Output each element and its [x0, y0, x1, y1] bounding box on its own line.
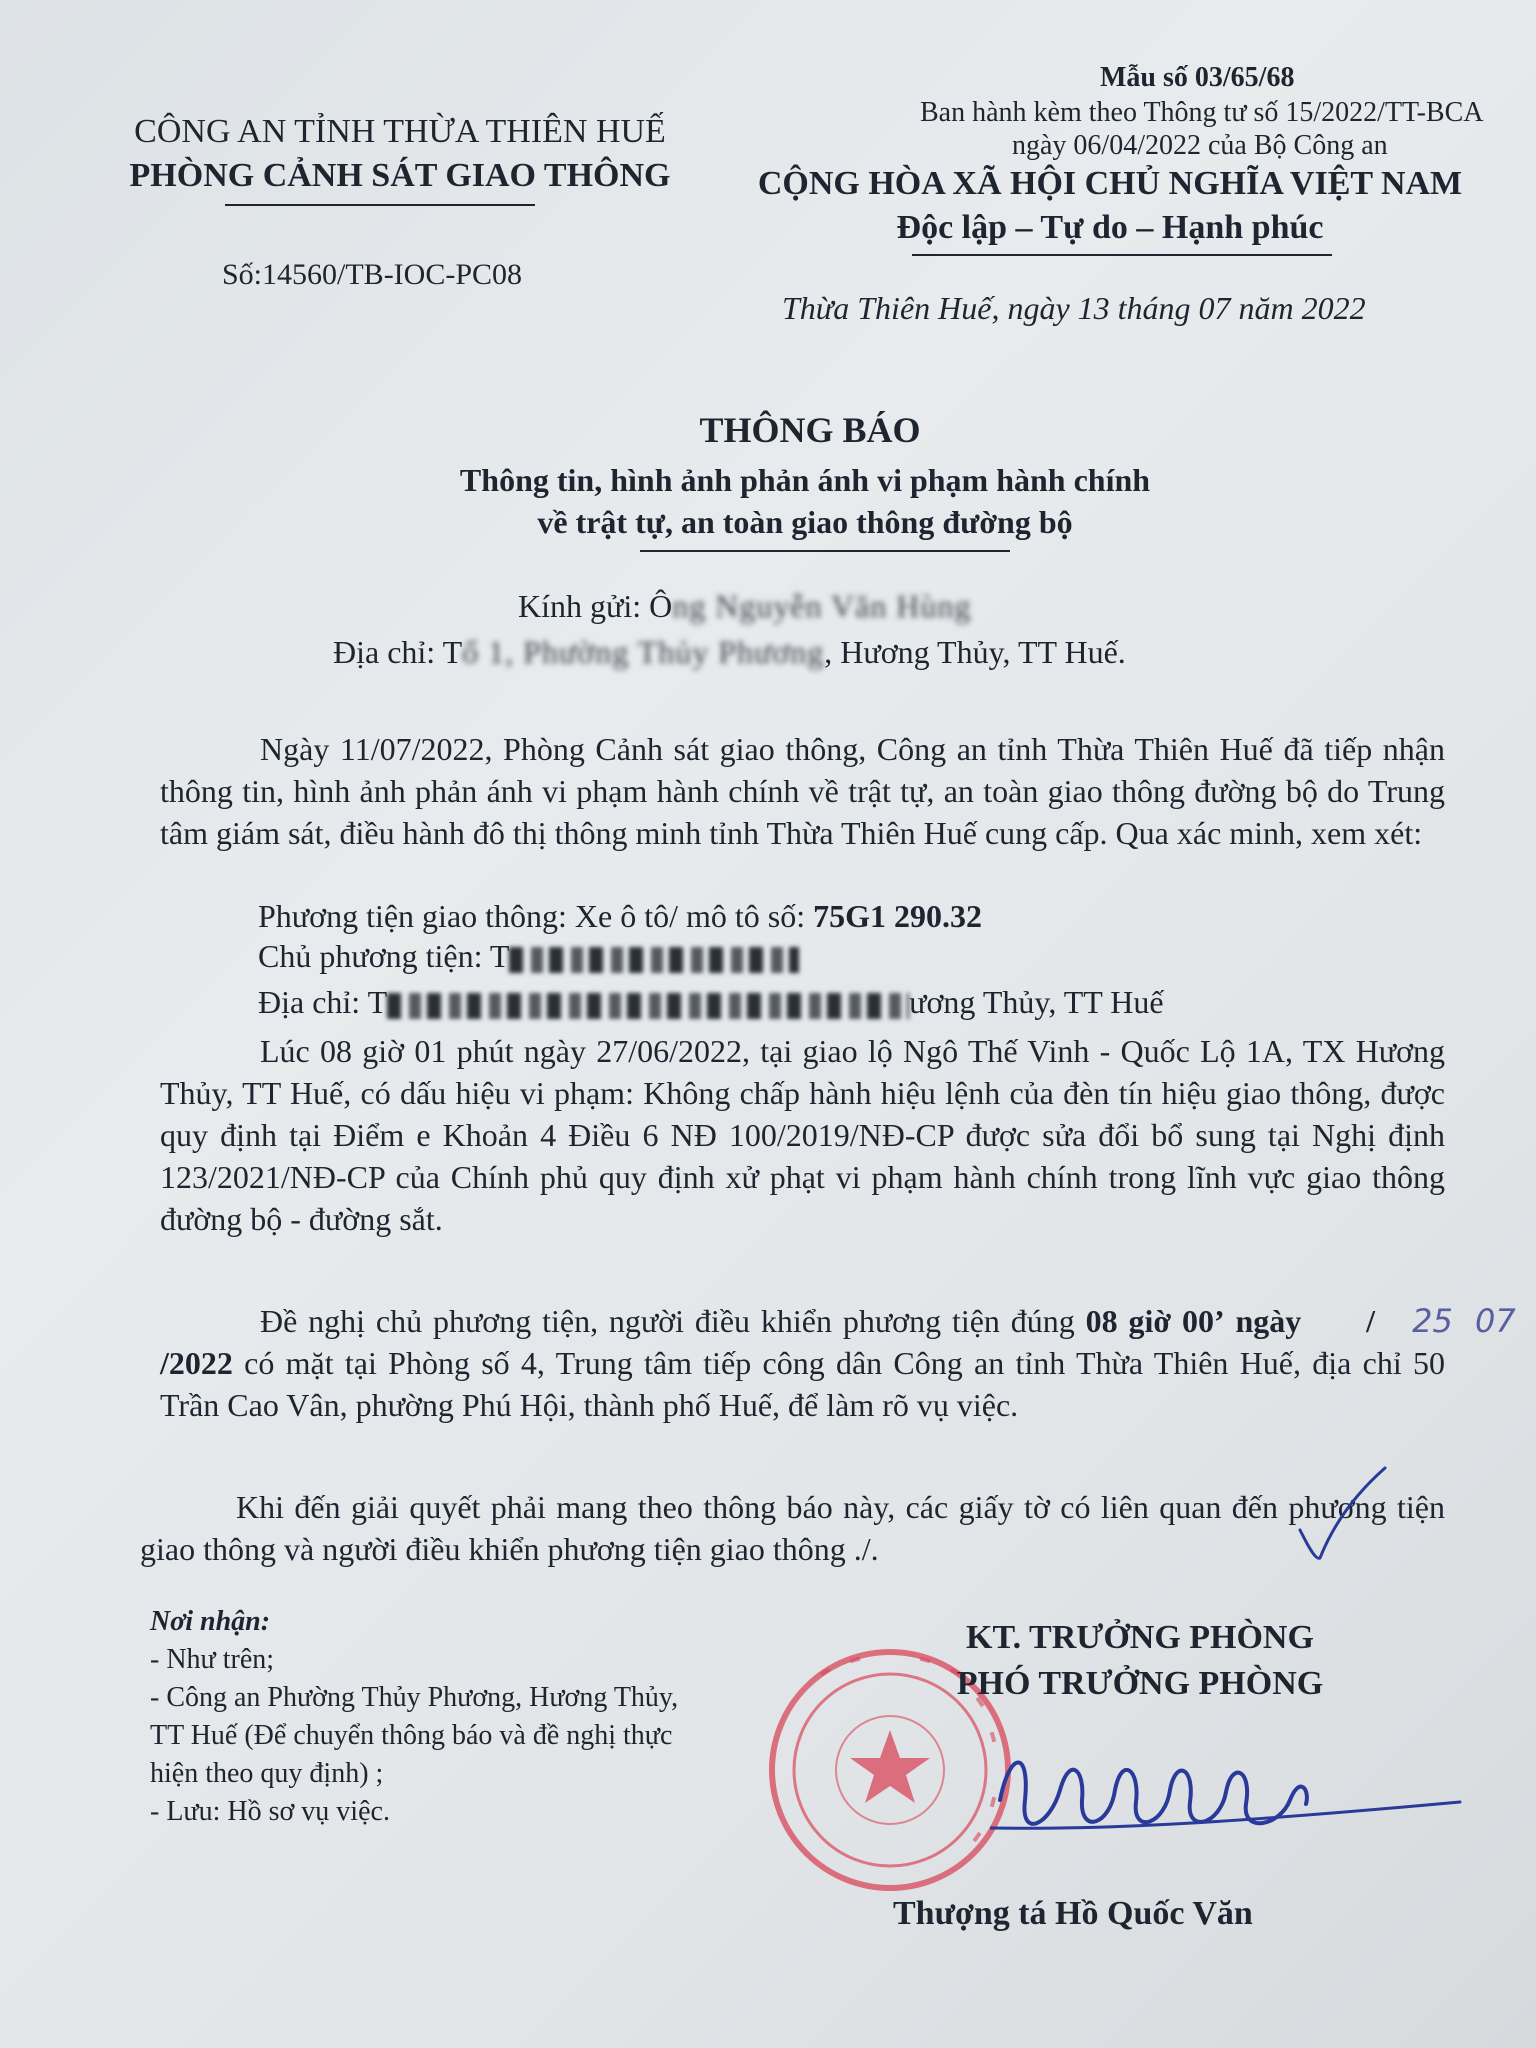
- recipient-label: Kính gửi: Ô: [518, 588, 673, 624]
- summons-text-a: Đề nghị chủ phương tiện, người điều khiển phương tiện đúng: [260, 1303, 1086, 1339]
- recipient-address-label: Địa chỉ: T: [333, 634, 463, 670]
- vehicle-label: Phương tiện giao thông: Xe ô tô/ mô tô số:: [258, 898, 814, 934]
- signature-title: PHÓ TRƯỞNG PHÒNG: [956, 1665, 1324, 1702]
- recipient-name-redacted: ng Nguyễn Văn Hùng: [672, 588, 972, 624]
- document-number: Số:14560/TB-IOC-PC08: [222, 258, 523, 291]
- recipient-address-redacted: ổ 1, Phường Thủy Phương: [462, 634, 825, 670]
- owner-address-redacted: [387, 993, 909, 1019]
- owner-address-label: Địa chỉ: T: [258, 984, 388, 1020]
- recipients-item-5: - Lưu: Hồ sơ vụ việc.: [150, 1796, 390, 1827]
- recipients-item-3: TT Huế (Để chuyển thông báo và đề nghị thực: [150, 1720, 673, 1751]
- agency-department: PHÒNG CẢNH SÁT GIAO THÔNG: [129, 157, 671, 194]
- paragraph-documents: Khi đến giải quyết phải mang theo thông báo này, các giấy tờ có liên quan đến phương tiện giao thông và người điều khiển phương tiện giao thông ./.: [140, 1489, 1445, 1567]
- summons-year: /2022: [160, 1345, 233, 1381]
- vehicle-line: [258, 898, 982, 935]
- owner-address-line: [258, 984, 1164, 1021]
- handwritten-check-mark: [1290, 1460, 1390, 1570]
- document-subtitle-2: về trật tự, an toàn giao thông đường bộ: [537, 504, 1073, 540]
- recipient-address-tail: , Hương Thủy, TT Huế.: [824, 634, 1126, 670]
- agency-underline: [225, 204, 535, 206]
- document-title: THÔNG BÁO: [699, 410, 921, 450]
- form-number: Mẫu số 03/65/68: [1100, 62, 1295, 93]
- recipients-heading: Nơi nhận:: [150, 1606, 271, 1637]
- motto-underline: [912, 254, 1332, 256]
- paragraph-summons: [160, 1300, 1516, 1426]
- recipients-item-1: - Như trên;: [150, 1644, 275, 1675]
- form-issued-by: Ban hành kèm theo Thông tư số 15/2022/TT-BCA: [920, 97, 1484, 128]
- recipient-address-line: [333, 634, 1126, 671]
- recipients-item-2: - Công an Phường Thủy Phương, Hương Thủy,: [150, 1682, 679, 1713]
- paragraph-received: Ngày 11/07/2022, Phòng Cảnh sát giao thông, Công an tỉnh Thừa Thiên Huế đã tiếp nhận thông tin, hình ảnh phản ánh vi phạm hành chính về trật tự, an toàn giao thông đường bộ do Trung tâm giám sát, điều hành đô thị thông minh tỉnh Thừa Thiên Huế cung cấp. Qua xác minh, xem xét:: [160, 731, 1445, 851]
- nation-motto: Độc lập – Tự do – Hạnh phúc: [896, 209, 1324, 246]
- signer-name: Thượng tá Hồ Quốc Văn: [893, 1895, 1253, 1932]
- handwritten-signature: [990, 1730, 1470, 1860]
- signature-authority: KT. TRƯỞNG PHÒNG: [966, 1619, 1314, 1656]
- title-underline: [640, 550, 1010, 552]
- document-date: Thừa Thiên Huế, ngày 13 tháng 07 năm 2022: [782, 290, 1366, 326]
- form-issued-date: ngày 06/04/2022 của Bộ Công an: [1012, 130, 1388, 161]
- owner-address-tail: ương Thủy, TT Huế: [909, 984, 1164, 1020]
- summons-month-handwritten: 07: [1475, 1302, 1516, 1340]
- recipients-item-4: hiện theo quy định) ;: [150, 1758, 384, 1789]
- summons-time: 08 giờ 00’: [1085, 1303, 1225, 1339]
- owner-line: [258, 938, 799, 975]
- owner-name-redacted: [509, 947, 799, 973]
- summons-slash-1: /: [1366, 1303, 1376, 1339]
- summons-day-label: ngày: [1235, 1303, 1302, 1339]
- nation-name: CỘNG HÒA XÃ HỘI CHỦ NGHĨA VIỆT NAM: [757, 165, 1463, 202]
- summons-text-b: có mặt tại Phòng số 4, Trung tâm tiếp công dân Công an tỉnh Thừa Thiên Huế, địa chỉ 50 Trần Cao Vân, phường Phú Hội, thành phố Huế, để làm rõ vụ việc.: [160, 1345, 1445, 1423]
- paragraph-violation: Lúc 08 giờ 01 phút ngày 27/06/2022, tại giao lộ Ngô Thế Vinh - Quốc Lộ 1A, TX Hương Thủy, TT Huế, có dấu hiệu vi phạm: Không chấp hành hiệu lệnh của đèn tín hiệu giao thông, được quy định tại Điểm e Khoản 4 Điều 6 NĐ 100/2019/NĐ-CP được sửa đổi bổ sung tại Nghị định 123/2021/NĐ-CP của Chính phủ quy định xử phạt vi phạm hành chính trong lĩnh vực giao thông đường bộ - đường sắt.: [160, 1033, 1445, 1237]
- vehicle-plate: 75G1 290.32: [813, 898, 983, 934]
- summons-day-handwritten: 25: [1412, 1302, 1453, 1340]
- agency-name: CÔNG AN TỈNH THỪA THIÊN HUẾ: [134, 113, 666, 150]
- recipient-line: [518, 588, 971, 625]
- document-subtitle-1: Thông tin, hình ảnh phản ánh vi phạm hành chính: [459, 462, 1151, 498]
- owner-label: Chủ phương tiện: T: [258, 938, 510, 974]
